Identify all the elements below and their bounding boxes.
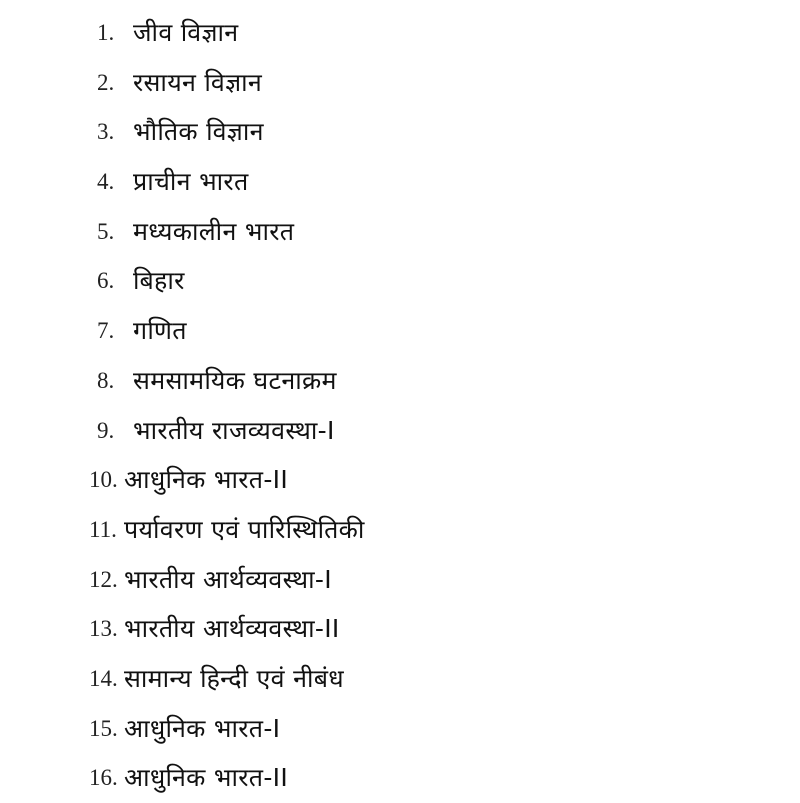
item-number: 4. <box>97 169 115 195</box>
item-number: 8. <box>97 367 115 393</box>
item-number: 6. <box>97 268 115 294</box>
list-item <box>0 8 800 58</box>
list-item <box>0 406 800 456</box>
item-text: भौतिक विज्ञान <box>133 117 264 147</box>
item-number: 16. <box>89 765 118 791</box>
item-number: 12. <box>89 566 118 592</box>
item-text: समसामयिक घटनाक्रम <box>133 365 337 395</box>
item-number: 9. <box>97 417 115 443</box>
list-item <box>0 58 800 108</box>
item-text: रसायन विज्ञान <box>133 67 263 97</box>
list-item <box>0 356 800 406</box>
list-item <box>0 157 800 207</box>
item-number: 10. <box>89 467 118 493</box>
item-text: सामान्य हिन्दी एवं नीबंध <box>124 663 344 693</box>
item-text: आधुनिक भारत-I <box>124 713 281 743</box>
item-number: 2. <box>97 69 115 95</box>
item-number: 5. <box>97 218 115 244</box>
item-text: भारतीय आर्थव्यवस्था-II <box>124 614 340 644</box>
list-item <box>0 654 800 704</box>
item-text: बिहार <box>133 266 185 296</box>
list-item <box>0 256 800 306</box>
item-text: गणित <box>133 316 187 346</box>
list-item <box>0 604 800 654</box>
subject-list <box>0 8 800 803</box>
list-item <box>0 455 800 505</box>
item-number: 14. <box>89 665 118 691</box>
list-item <box>0 207 800 257</box>
item-text: मध्यकालीन भारत <box>133 216 295 246</box>
item-number: 7. <box>97 318 115 344</box>
item-number: 11. <box>89 516 117 542</box>
list-item <box>0 505 800 555</box>
item-text: पर्यावरण एवं पारिस्थितिकी <box>124 514 365 544</box>
list-item <box>0 555 800 605</box>
item-text: भारतीय राजव्यवस्था-I <box>133 415 335 445</box>
item-number: 15. <box>89 715 118 741</box>
list-item <box>0 306 800 356</box>
list-item <box>0 753 800 803</box>
item-text: आधुनिक भारत-II <box>124 763 289 793</box>
list-item <box>0 107 800 157</box>
item-text: आधुनिक भारत-II <box>124 465 289 495</box>
item-number: 1. <box>97 20 115 45</box>
item-text: प्राचीन भारत <box>133 167 249 197</box>
item-number: 3. <box>97 119 115 145</box>
item-number: 13. <box>89 616 118 642</box>
item-text: जीव विज्ञान <box>133 18 239 47</box>
list-item <box>0 704 800 754</box>
item-text: भारतीय आर्थव्यवस्था-I <box>124 564 332 594</box>
